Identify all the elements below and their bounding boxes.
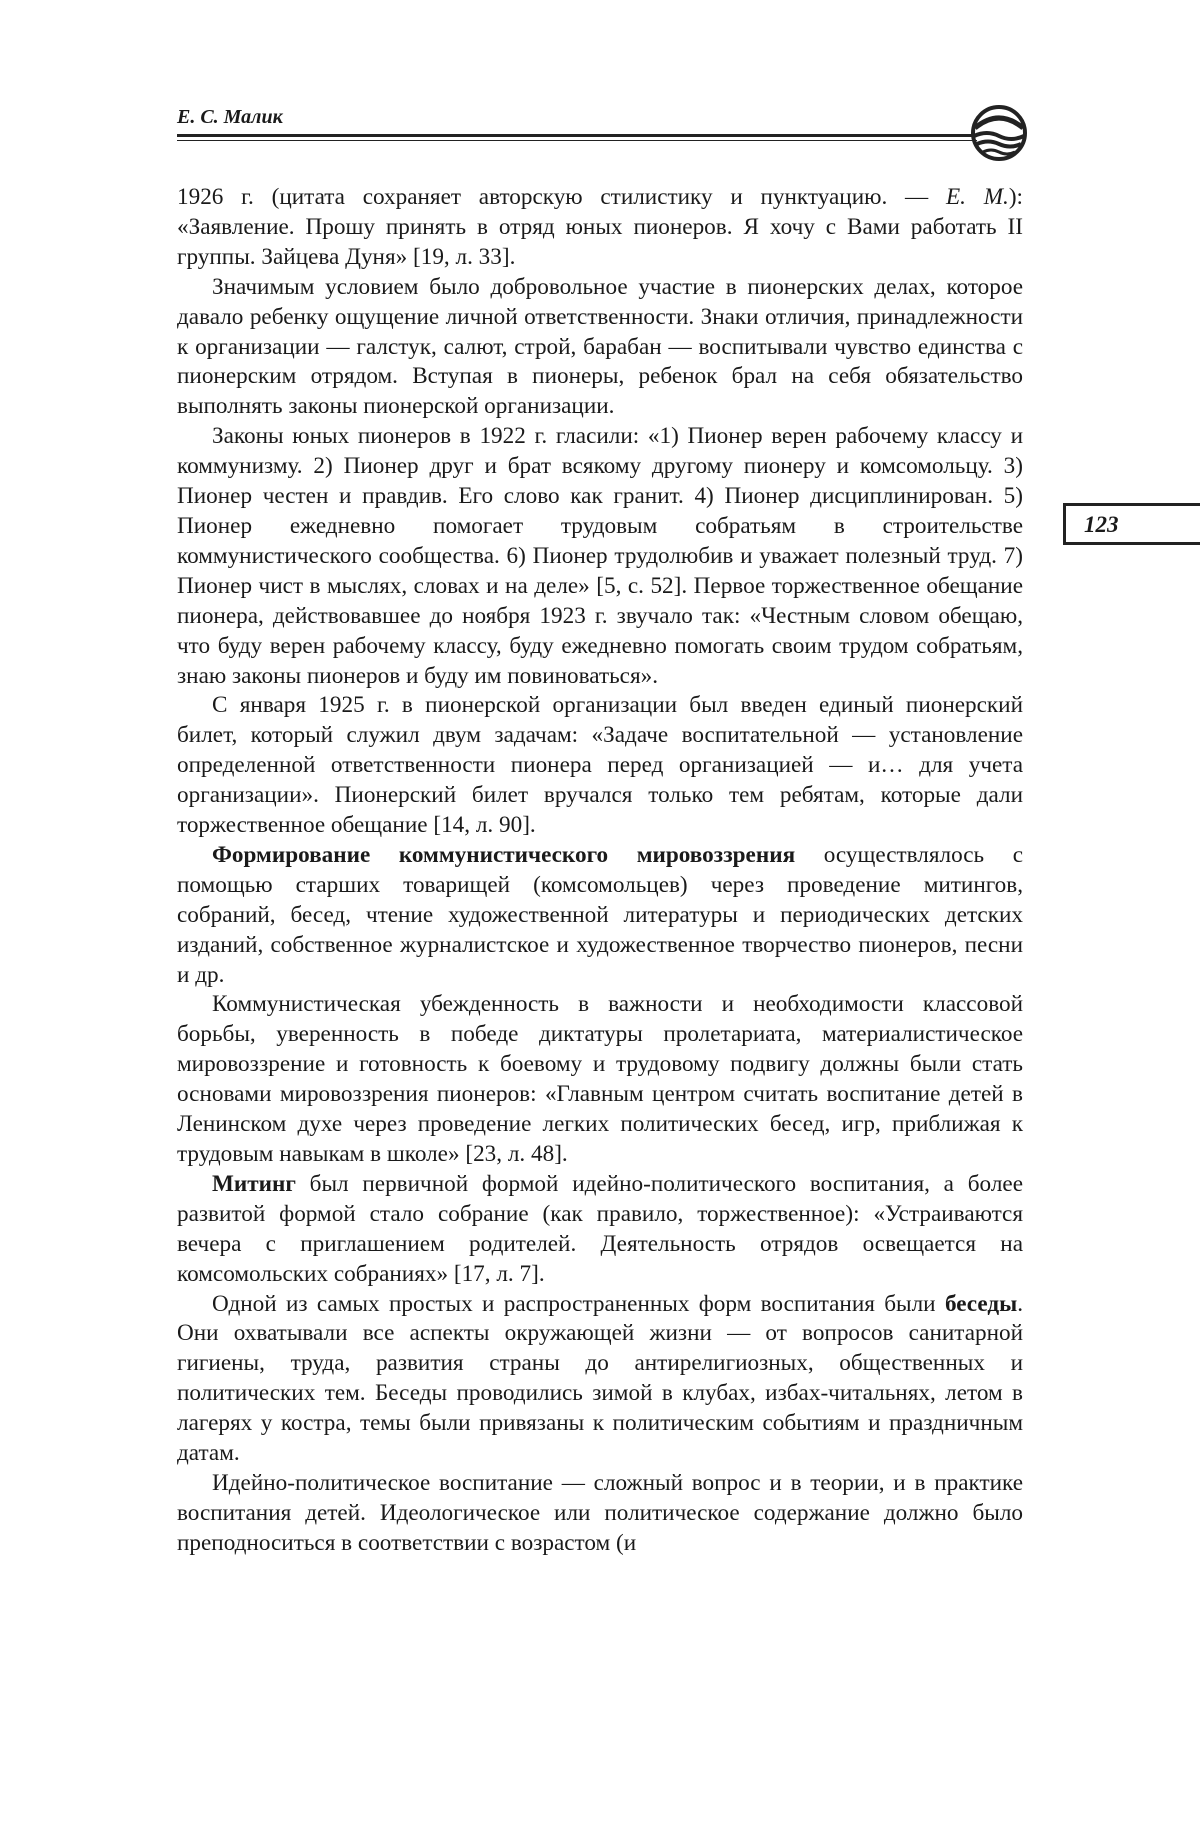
bold-term: Митинг [212, 1170, 296, 1197]
bold-term: Формирование коммунистического мировоззрения [212, 841, 796, 868]
paragraph-text: ): «Заявление. Прошу принять в отряд юных пионеров. Я хочу с Вами работать II группы. Зайцева Дуня» [19, л. 33]. [177, 184, 1023, 270]
body-paragraph-1 [177, 183, 1023, 273]
body-paragraph-7 [177, 1170, 1023, 1290]
paragraph-text: Законы юных пионеров в 1922 г. гласили: «1) Пионер верен рабочему классу и коммунизму. 2) Пионер друг и брат всякому другому пионеру и комсомольцу. 3) Пионер честен и правдив. Его слово как гранит. 4) Пионер дисциплинирован. 5) Пионер ежедневно помогает трудовым собратьям в строительстве коммунистического сообщества. 6) Пионер трудолюбив и уважает полезный труд. 7) Пионер чист в мыслях, словах и на деле» [5, с. 52]. Первое торжественное обещание пионера, действовавшее до ноября 1923 г. звучало так: «Честным словом обещаю, что буду верен рабочему классу, буду ежедневно помогать своим трудом собратьям, знаю законы пионеров и буду им повиноваться». [177, 423, 1023, 689]
body-paragraph-3 [177, 422, 1023, 691]
italic-initials: Е. М. [945, 184, 1009, 210]
paragraph-text: . Они охватывали все аспекты окружающей жизни — от вопросов санитарной гигиены, труда, развития страны до антирелигиозных, общественных и политических тем. Беседы проводились зимой в клубах, избах-читальнях, летом в лагерях у костра, темы были привязаны к политическим событиям и праздничным датам. [177, 1290, 1023, 1467]
body-paragraph-6 [177, 990, 1023, 1169]
running-head-author: Е. С. Малик [177, 106, 283, 128]
paragraph-text: С января 1925 г. в пионерской организации был введен единый пионерский билет, который служил двум задачам: «Задаче воспитательной — установление определенной ответственности пионера перед организацией — и… для учета организации». Пионерский билет вручался только тем ребятам, которые дали торжественное обещание [14, л. 90]. [177, 692, 1023, 839]
body-paragraph-4 [177, 691, 1023, 841]
header-rule-thin [177, 140, 977, 141]
body-paragraph-8 [177, 1290, 1023, 1469]
header-rule [177, 134, 977, 137]
paragraph-text: Одной из самых простых и распространенных форм воспитания были [212, 1290, 945, 1317]
bold-term: беседы [944, 1290, 1018, 1317]
paragraph-text: Значимым условием было добровольное участие в пионерских делах, которое давало ребенку ощущение личной ответственности. Знаки отличия, принадлежности к организации — галстук, салют, строй, барабан — воспитывали чувство единства с пионерским отрядом. Вступая в пионеры, ребенок брал на себя обязательство выполнять законы пионерской организации. [177, 273, 1023, 420]
paragraph-text: 1926 г. (цитата сохраняет авторскую стилистику и пунктуацию. — [177, 184, 946, 210]
article-body [177, 183, 1023, 1559]
body-paragraph-9 [177, 1469, 1023, 1559]
paragraph-text: Идейно-политическое воспитание — сложный вопрос и в теории, и в практике воспитания детей. Идеологическое или политическое содержание должно было преподноситься в соответствии с возрастом (и [177, 1469, 1023, 1556]
page-number: 123 [1084, 512, 1119, 537]
page-number-tab [1063, 503, 1200, 545]
journal-logo-icon [970, 104, 1028, 162]
body-paragraph-2 [177, 273, 1023, 423]
paragraph-text: осуществлялось с помощью старших товарищей (комсомольцев) через проведение митингов, собраний, бесед, чтение художественной литературы и периодических детских изданий, собственное журналистское и художественное творчество пионеров, песни и др. [177, 841, 1023, 988]
body-paragraph-5 [177, 841, 1023, 991]
paragraph-text: был первичной формой идейно-политического воспитания, а более развитой формой стало собрание (как правило, торжественное): «Устраиваются вечера с приглашением родителей. Деятельность отрядов освещается на комсомольских собраниях» [17, л. 7]. [177, 1170, 1023, 1287]
paragraph-text: Коммунистическая убежденность в важности и необходимости классовой борьбы, уверенность в победе диктатуры пролетариата, материалистическое мировоззрение и готовность к боевому и трудовому подвигу должны были стать основами мировоззрения пионеров: «Главным центром считать воспитание детей в Ленинском духе через проведение легких политических бесед, игр, приближая к трудовым навыкам в школе» [23, л. 48]. [177, 991, 1023, 1167]
